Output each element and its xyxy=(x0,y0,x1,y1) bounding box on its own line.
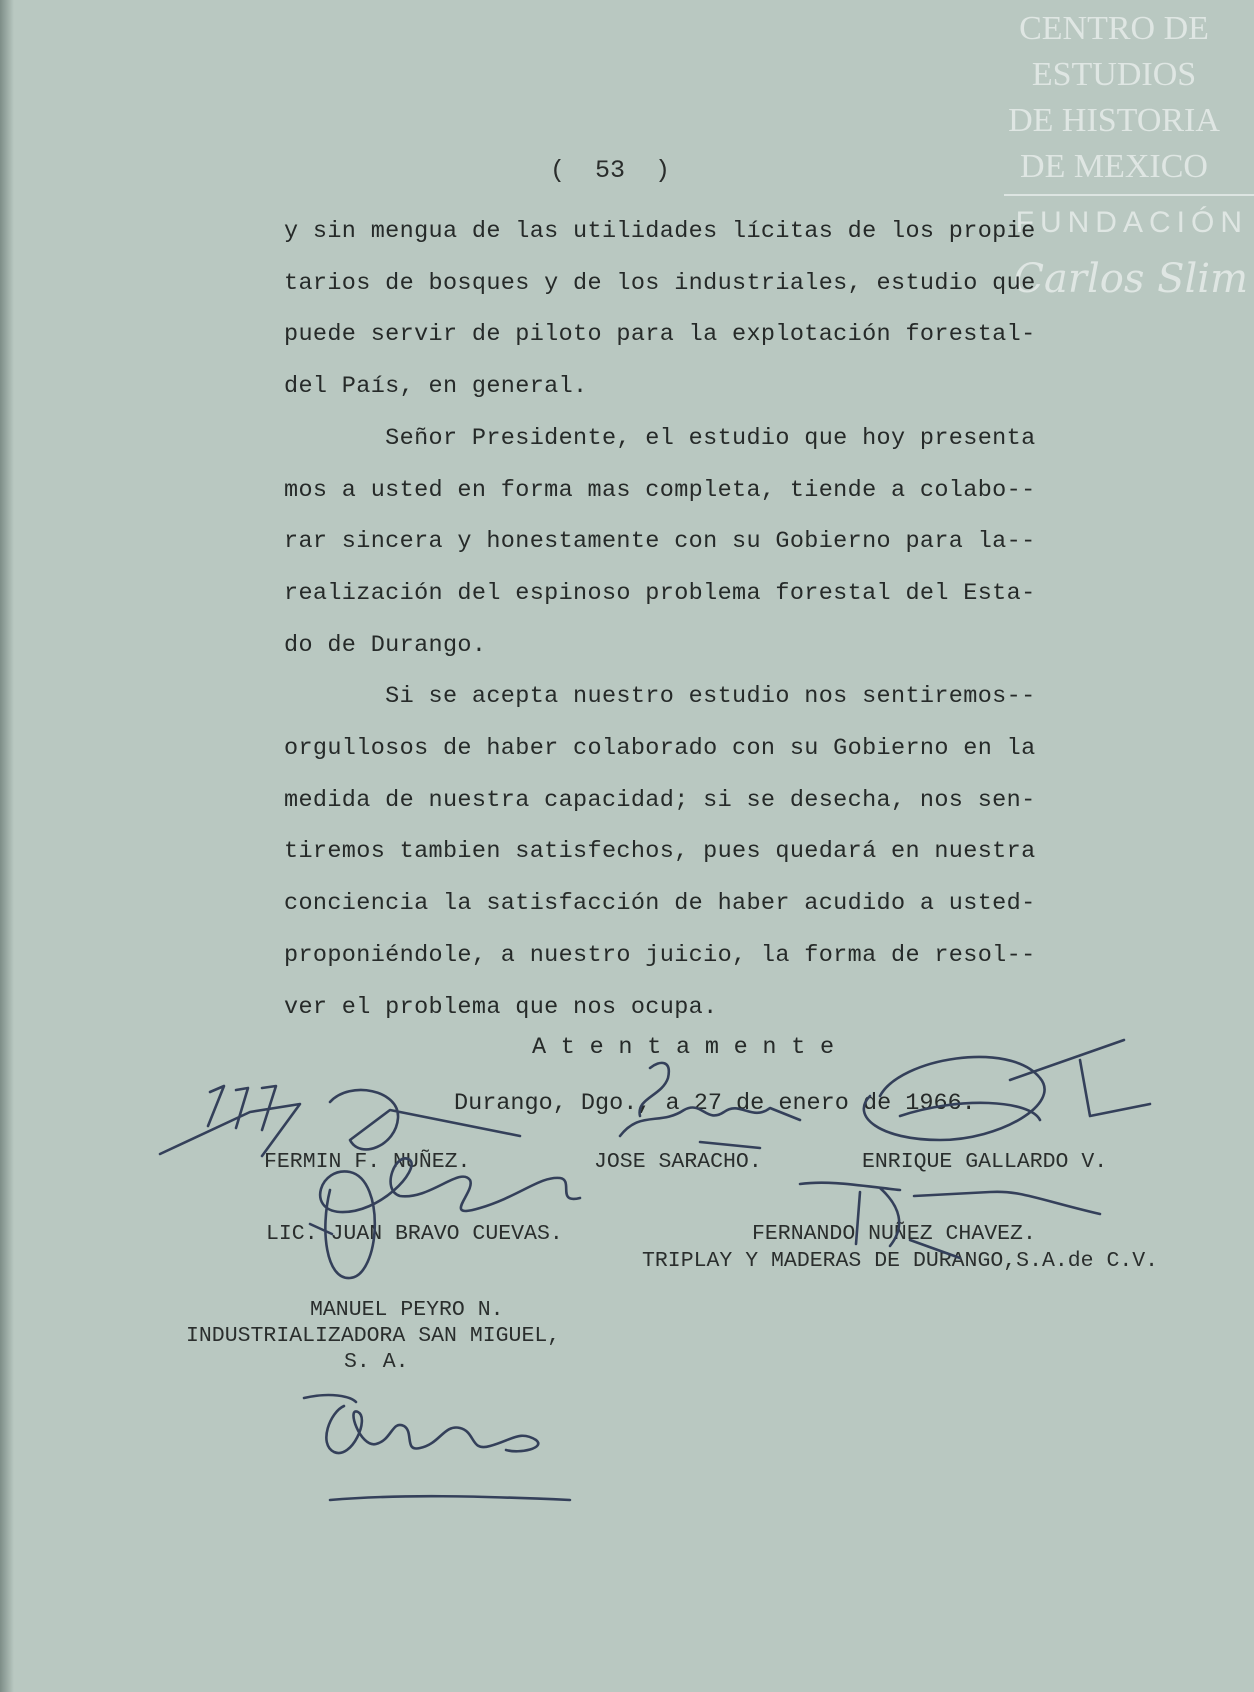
signatory-juan-bravo: LIC. JUAN BRAVO CUEVAS. xyxy=(266,1222,563,1246)
text-line: del País, en general. xyxy=(284,373,588,401)
text-line: medida de nuestra capacidad; si se desecha, nos sen- xyxy=(284,786,1036,814)
watermark-line-4: DE MEXICO xyxy=(1020,148,1208,185)
watermark-name: Carlos Slim xyxy=(1013,256,1248,302)
signatory-jose-saracho: JOSE SARACHO. xyxy=(594,1150,762,1174)
signature-peyro xyxy=(304,1395,570,1500)
body-paragraphs xyxy=(284,206,1104,1033)
text-line: ver el problema que nos ocupa. xyxy=(284,993,718,1021)
text-line: Señor Presidente, el estudio que hoy presenta xyxy=(284,424,1036,452)
text-line: proponiéndole, a nuestro juicio, la forma de resol-- xyxy=(284,941,1036,969)
watermark-foundation: FUNDACIÓN xyxy=(1015,206,1248,239)
signatory-company-triplay: TRIPLAY Y MADERAS DE DURANGO,S.A.de C.V. xyxy=(642,1249,1159,1273)
place-date-line: Durango, Dgo., a 27 de enero de 1966. xyxy=(454,1090,976,1117)
watermark-divider xyxy=(1004,194,1254,196)
page-number: ( 53 ) xyxy=(550,156,671,185)
closing-salutation: A t e n t a m e n t e xyxy=(532,1034,835,1061)
signature-bravo xyxy=(310,1158,580,1278)
text-line: tarios de bosques y de los industriales, estudio que xyxy=(284,269,1036,297)
signatory-manuel-peyro: MANUEL PEYRO N. xyxy=(310,1298,504,1322)
text-line: do de Durango. xyxy=(284,631,487,659)
watermark-line-1: CENTRO DE xyxy=(1019,10,1209,47)
text-line: puede servir de piloto para la explotación forestal- xyxy=(284,321,1036,349)
archive-watermark xyxy=(994,6,1234,190)
text-line: tiremos tambien satisfechos, pues quedará en nuestra xyxy=(284,838,1036,866)
text-line: mos a usted en forma mas completa, tiende a colabo-- xyxy=(284,476,1036,504)
text-line: y sin mengua de las utilidades lícitas de los propie xyxy=(284,218,1036,245)
page-edge-shadow xyxy=(0,0,14,1692)
signature-fernando xyxy=(800,1183,1100,1258)
signatory-enrique-gallardo: ENRIQUE GALLARDO V. xyxy=(862,1150,1108,1174)
signatory-company-san-miguel: INDUSTRIALIZADORA SAN MIGUEL, xyxy=(186,1324,561,1348)
text-line: orgullosos de haber colaborado con su Gobierno en la xyxy=(284,735,1036,763)
signatory-fernando-nunez: FERNANDO NUÑEZ CHAVEZ. xyxy=(752,1222,1036,1246)
watermark-line-3: DE HISTORIA xyxy=(1008,102,1220,139)
signatory-fermin-nunez: FERMIN F. NUÑEZ. xyxy=(264,1150,471,1174)
text-line: Si se acepta nuestro estudio nos sentiremos-- xyxy=(284,683,1036,711)
watermark-line-2: ESTUDIOS xyxy=(1031,56,1197,93)
text-line: realización del espinoso problema forestal del Esta- xyxy=(284,579,1036,607)
text-line: rar sincera y honestamente con su Gobierno para la-- xyxy=(284,528,1036,556)
signatory-company-sa: S. A. xyxy=(344,1350,409,1374)
text-line: conciencia la satisfacción de haber acudido a usted- xyxy=(284,890,1036,918)
